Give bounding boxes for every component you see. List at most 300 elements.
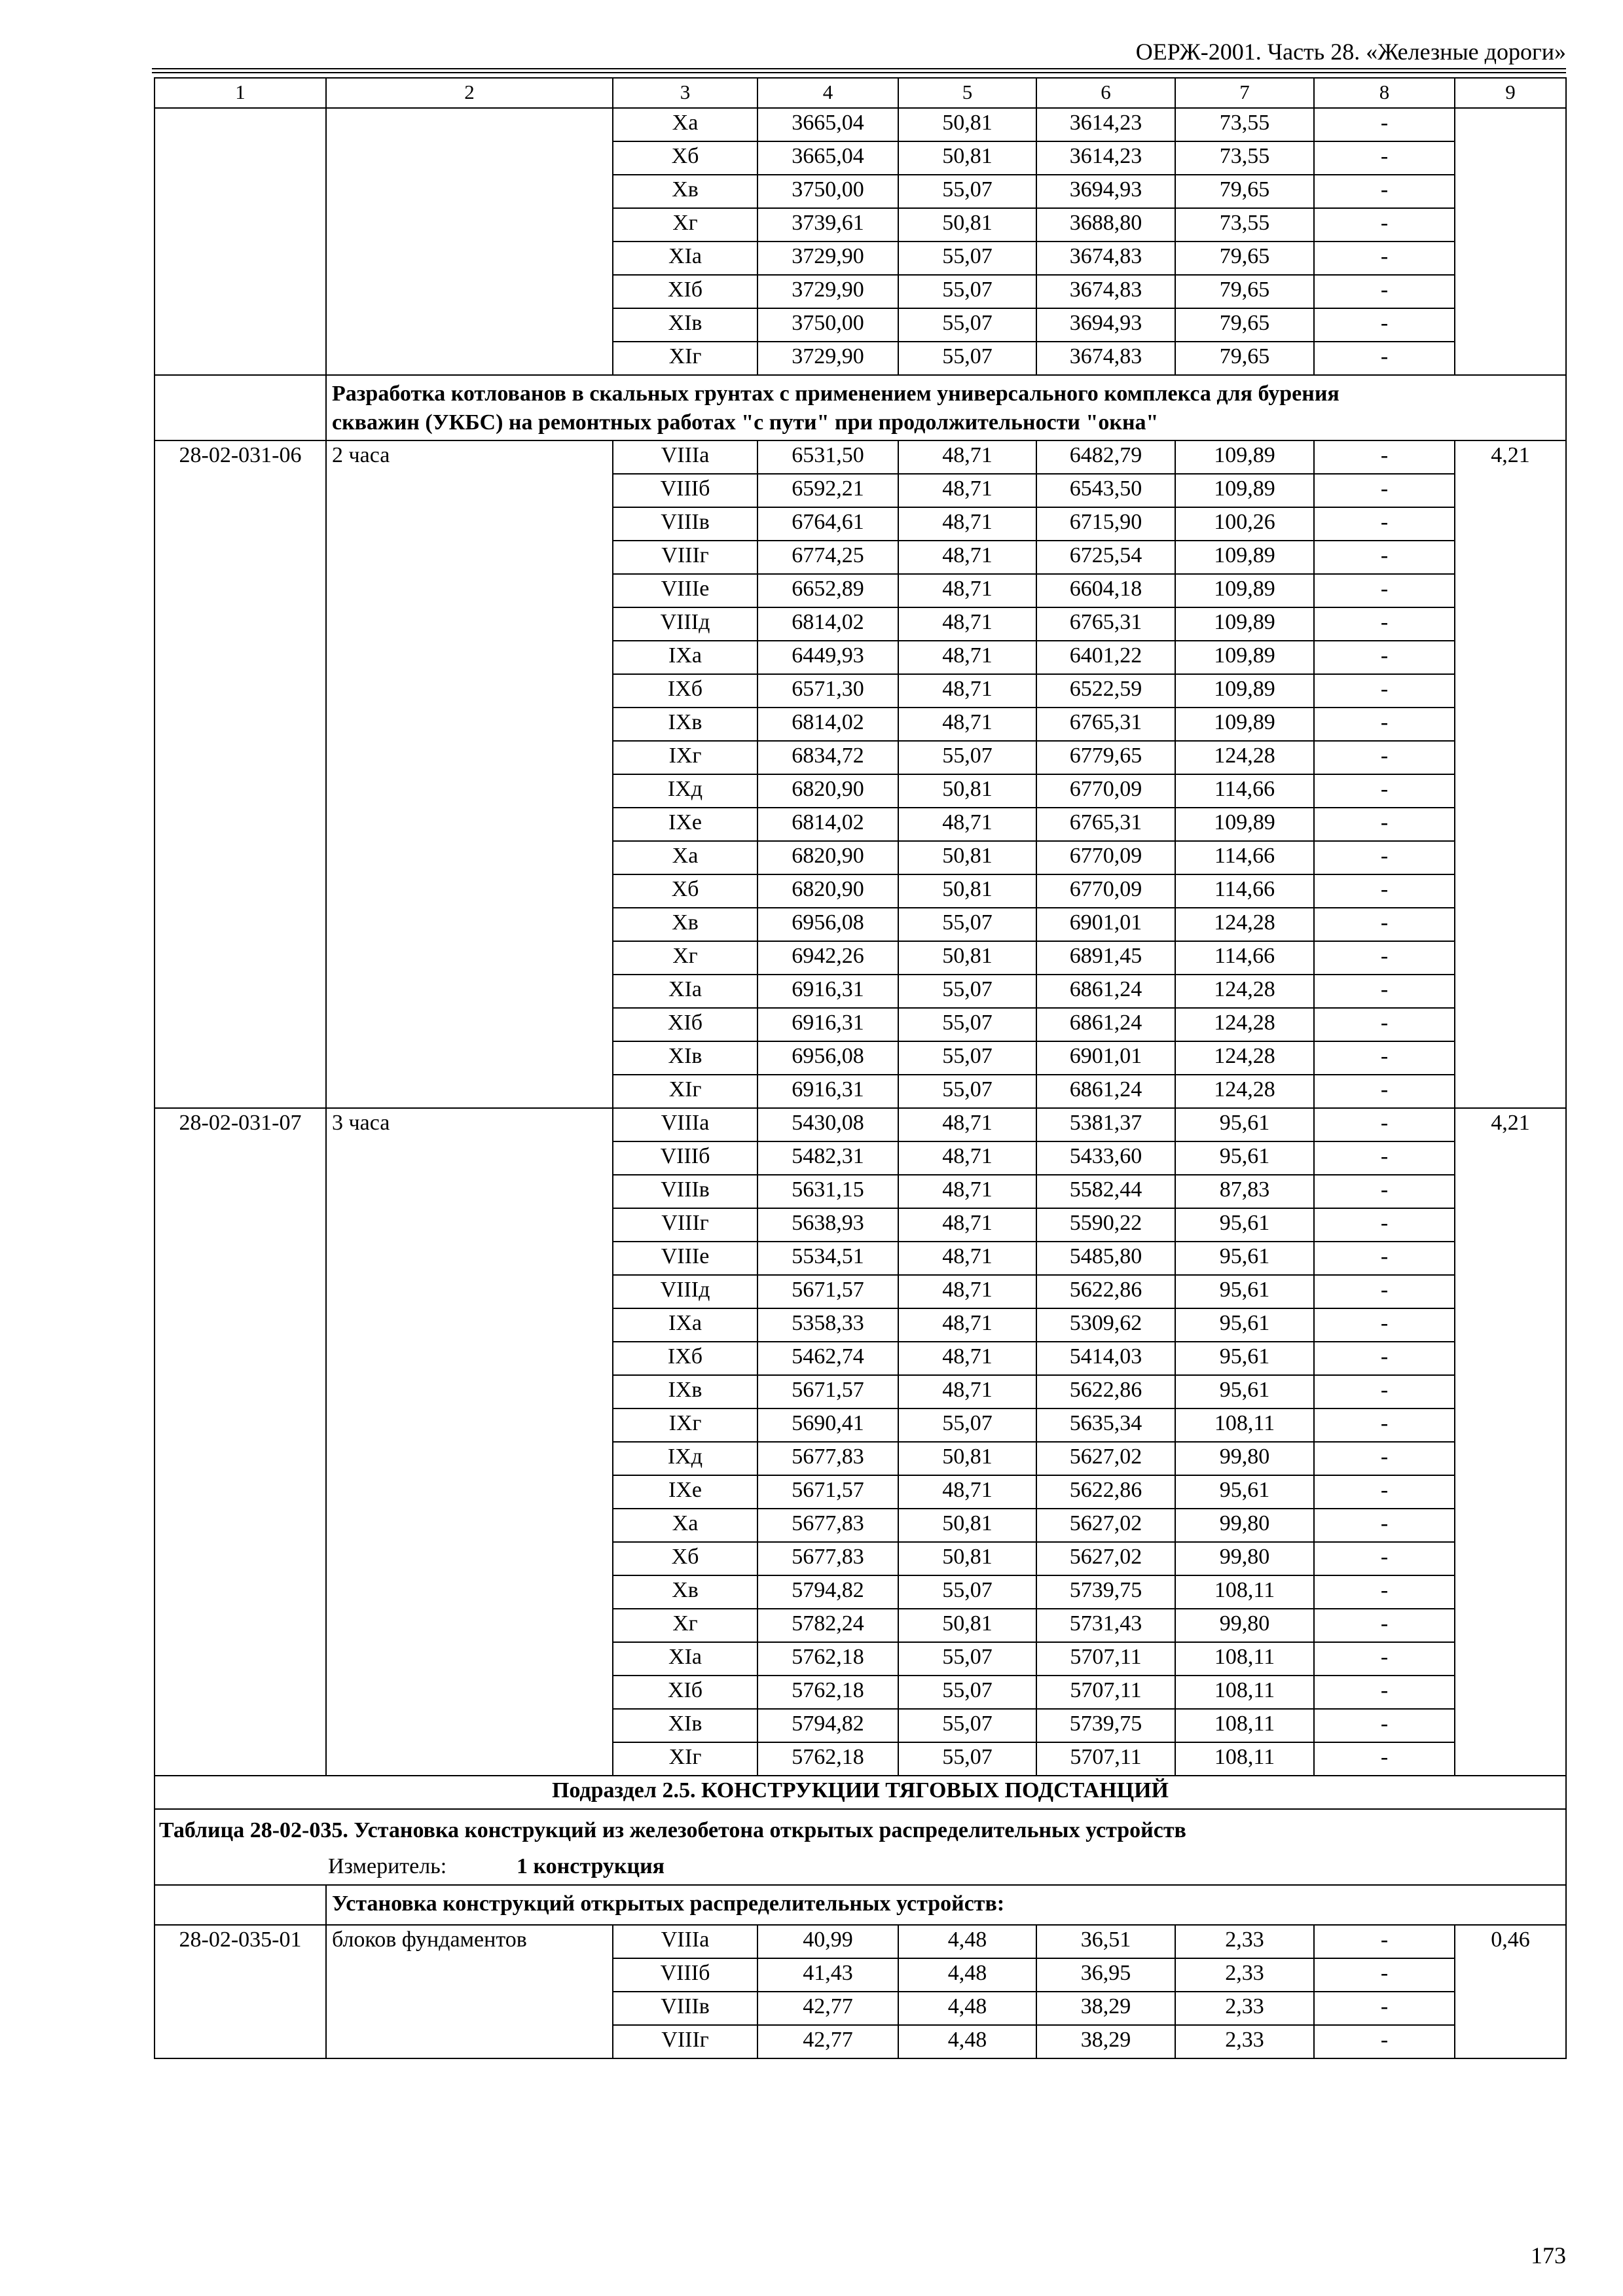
- materials-cell: -: [1314, 1041, 1455, 1075]
- direct-cost-cell: 40,99: [757, 1925, 898, 1958]
- machinist-wages-cell: 114,66: [1175, 774, 1314, 808]
- name-cell: 3 часа: [326, 1108, 613, 1141]
- zone-cell: VIIIб: [613, 474, 757, 507]
- table-row: [155, 1442, 1566, 1475]
- direct-cost-cell: 5794,82: [757, 1575, 898, 1609]
- coefficient-cell: 4,21: [1455, 1108, 1566, 1141]
- zone-cell: IXе: [613, 1475, 757, 1509]
- unit-row: [155, 1852, 1566, 1885]
- machinist-wages-cell: 79,65: [1175, 175, 1314, 208]
- machines-cell: 6891,45: [1036, 941, 1175, 975]
- table-row: [155, 1609, 1566, 1642]
- code-cell: [155, 1542, 326, 1575]
- name-cell: [326, 1275, 613, 1308]
- code-cell: [155, 242, 326, 275]
- code-cell: [155, 308, 326, 342]
- materials-cell: -: [1314, 1509, 1455, 1542]
- materials-cell: -: [1314, 1242, 1455, 1275]
- code-cell: [155, 342, 326, 375]
- name-cell: [326, 108, 613, 141]
- code-cell: [155, 141, 326, 175]
- direct-cost-cell: 42,77: [757, 1992, 898, 2025]
- machinist-wages-cell: 108,11: [1175, 1676, 1314, 1709]
- machinist-wages-cell: 95,61: [1175, 1275, 1314, 1308]
- coefficient-cell: [1455, 1308, 1566, 1342]
- name-cell: [326, 242, 613, 275]
- subsection-row: [155, 1776, 1566, 1809]
- zone-cell: Xг: [613, 1609, 757, 1642]
- name-cell: [326, 1509, 613, 1542]
- machines-cell: 6765,31: [1036, 808, 1175, 841]
- page-header: ОЕРЖ-2001. Часть 28. «Железные дороги»: [1135, 39, 1566, 65]
- table-row: [155, 1509, 1566, 1542]
- machinist-wages-cell: 100,26: [1175, 507, 1314, 541]
- materials-cell: -: [1314, 741, 1455, 774]
- wages-cell: 48,71: [898, 507, 1036, 541]
- wages-cell: 55,07: [898, 1408, 1036, 1442]
- coefficient-cell: [1455, 1742, 1566, 1776]
- machinist-wages-cell: 95,61: [1175, 1108, 1314, 1141]
- code-cell: [155, 1642, 326, 1676]
- zone-cell: Xг: [613, 208, 757, 242]
- machinist-wages-cell: 124,28: [1175, 741, 1314, 774]
- code-cell: [155, 1075, 326, 1108]
- direct-cost-cell: 6916,31: [757, 975, 898, 1008]
- machinist-wages-cell: 73,55: [1175, 108, 1314, 141]
- coefficient-cell: [1455, 1275, 1566, 1308]
- materials-cell: -: [1314, 242, 1455, 275]
- name-cell: [326, 1141, 613, 1175]
- table-row: [155, 941, 1566, 975]
- name-cell: [326, 741, 613, 774]
- materials-cell: -: [1314, 208, 1455, 242]
- machines-cell: 6861,24: [1036, 1008, 1175, 1041]
- materials-cell: -: [1314, 1008, 1455, 1041]
- zone-cell: XIа: [613, 1642, 757, 1676]
- machines-cell: 6861,24: [1036, 975, 1175, 1008]
- coefficient-cell: [1455, 1992, 1566, 2025]
- code-cell: [155, 175, 326, 208]
- code-cell: [155, 841, 326, 874]
- code-cell: [155, 708, 326, 741]
- wages-cell: 50,81: [898, 1442, 1036, 1475]
- machinist-wages-cell: 2,33: [1175, 1992, 1314, 2025]
- zone-cell: IXе: [613, 808, 757, 841]
- wages-cell: 55,07: [898, 1709, 1036, 1742]
- coefficient-cell: [1455, 141, 1566, 175]
- machines-cell: 6770,09: [1036, 874, 1175, 908]
- zone-cell: VIIIб: [613, 1958, 757, 1992]
- zone-cell: XIв: [613, 1709, 757, 1742]
- wages-cell: 48,71: [898, 474, 1036, 507]
- zone-cell: IXг: [613, 1408, 757, 1442]
- coefficient-cell: [1455, 1141, 1566, 1175]
- zone-cell: XIг: [613, 342, 757, 375]
- coefficient-cell: [1455, 741, 1566, 774]
- machines-cell: 3674,83: [1036, 242, 1175, 275]
- wages-cell: 48,71: [898, 1208, 1036, 1242]
- materials-cell: -: [1314, 175, 1455, 208]
- name-cell: [326, 1242, 613, 1275]
- wages-cell: 48,71: [898, 708, 1036, 741]
- table-row: [155, 1542, 1566, 1575]
- materials-cell: -: [1314, 1925, 1455, 1958]
- name-cell: блоков фундаментов: [326, 1925, 613, 1958]
- name-cell: [326, 908, 613, 941]
- wages-cell: 55,07: [898, 1575, 1036, 1609]
- materials-cell: -: [1314, 1141, 1455, 1175]
- materials-cell: -: [1314, 975, 1455, 1008]
- zone-cell: XIа: [613, 242, 757, 275]
- materials-cell: -: [1314, 1342, 1455, 1375]
- machines-cell: 5627,02: [1036, 1509, 1175, 1542]
- machinist-wages-cell: 87,83: [1175, 1175, 1314, 1208]
- section-heading-line: скважин (УКБС) на ремонтных работах "с пути" при продолжительности "окна": [332, 410, 1159, 435]
- wages-cell: 55,07: [898, 1041, 1036, 1075]
- machinist-wages-cell: 79,65: [1175, 242, 1314, 275]
- name-cell: [326, 141, 613, 175]
- zone-cell: XIг: [613, 1075, 757, 1108]
- machines-cell: 5635,34: [1036, 1408, 1175, 1442]
- materials-cell: -: [1314, 674, 1455, 708]
- zone-cell: IXв: [613, 1375, 757, 1408]
- name-cell: [326, 275, 613, 308]
- materials-cell: -: [1314, 708, 1455, 741]
- table-row: [155, 1742, 1566, 1776]
- materials-cell: -: [1314, 308, 1455, 342]
- coefficient-cell: [1455, 1542, 1566, 1575]
- machinist-wages-cell: 79,65: [1175, 342, 1314, 375]
- direct-cost-cell: 6571,30: [757, 674, 898, 708]
- code-cell: [155, 641, 326, 674]
- materials-cell: -: [1314, 1742, 1455, 1776]
- machines-cell: 6901,01: [1036, 908, 1175, 941]
- code-cell: [155, 574, 326, 607]
- code-cell: [155, 1141, 326, 1175]
- zone-cell: Xб: [613, 141, 757, 175]
- coefficient-cell: [1455, 607, 1566, 641]
- name-cell: [326, 1408, 613, 1442]
- wages-cell: 50,81: [898, 941, 1036, 975]
- materials-cell: -: [1314, 275, 1455, 308]
- coefficient-cell: [1455, 1242, 1566, 1275]
- wages-cell: 48,71: [898, 541, 1036, 574]
- section-heading-row: [155, 375, 1566, 440]
- direct-cost-cell: 6834,72: [757, 741, 898, 774]
- machines-cell: 6779,65: [1036, 741, 1175, 774]
- coefficient-cell: [1455, 2025, 1566, 2058]
- coefficient-cell: [1455, 208, 1566, 242]
- zone-cell: VIIIа: [613, 1108, 757, 1141]
- code-cell: [155, 1208, 326, 1242]
- wages-cell: 55,07: [898, 242, 1036, 275]
- code-cell: [155, 1242, 326, 1275]
- coefficient-cell: [1455, 1375, 1566, 1408]
- name-cell: [326, 2025, 613, 2058]
- coefficient-cell: [1455, 108, 1566, 141]
- code-cell: [155, 1509, 326, 1542]
- section-heading-line: Установка конструкций открытых распределительных устройств:: [332, 1892, 1005, 1916]
- materials-cell: -: [1314, 2025, 1455, 2058]
- machinist-wages-cell: 124,28: [1175, 1041, 1314, 1075]
- wages-cell: 55,07: [898, 342, 1036, 375]
- direct-cost-cell: 5482,31: [757, 1141, 898, 1175]
- table-row: [155, 1008, 1566, 1041]
- coefficient-cell: [1455, 242, 1566, 275]
- code-cell: [155, 1575, 326, 1609]
- table-row: [155, 708, 1566, 741]
- wages-cell: 55,07: [898, 175, 1036, 208]
- wages-cell: 55,07: [898, 308, 1036, 342]
- zone-cell: VIIIг: [613, 541, 757, 574]
- direct-cost-cell: 5794,82: [757, 1709, 898, 1742]
- table-row: [155, 607, 1566, 641]
- coefficient-cell: [1455, 975, 1566, 1008]
- name-cell: 2 часа: [326, 440, 613, 474]
- table-row: [155, 1108, 1566, 1141]
- machines-cell: 3674,83: [1036, 275, 1175, 308]
- machinist-wages-cell: 79,65: [1175, 308, 1314, 342]
- materials-cell: -: [1314, 874, 1455, 908]
- coefficient-cell: [1455, 574, 1566, 607]
- table-row: [155, 507, 1566, 541]
- machinist-wages-cell: 73,55: [1175, 208, 1314, 242]
- zone-cell: IXб: [613, 674, 757, 708]
- code-cell: [155, 1275, 326, 1308]
- column-number: 2: [326, 78, 613, 108]
- materials-cell: -: [1314, 908, 1455, 941]
- machines-cell: 3614,23: [1036, 108, 1175, 141]
- coefficient-cell: [1455, 1475, 1566, 1509]
- machinist-wages-cell: 108,11: [1175, 1642, 1314, 1676]
- direct-cost-cell: 3665,04: [757, 108, 898, 141]
- section-heading-row: [155, 1885, 1566, 1925]
- coefficient-cell: [1455, 1342, 1566, 1375]
- zone-cell: Xб: [613, 874, 757, 908]
- table-row: [155, 808, 1566, 841]
- code-cell: 28-02-035-01: [155, 1925, 326, 1958]
- wages-cell: 50,81: [898, 208, 1036, 242]
- coefficient-cell: [1455, 1175, 1566, 1208]
- wages-cell: 48,71: [898, 1275, 1036, 1308]
- wages-cell: 48,71: [898, 607, 1036, 641]
- coefficient-cell: [1455, 474, 1566, 507]
- section-heading: [326, 1885, 1566, 1925]
- materials-cell: -: [1314, 1108, 1455, 1141]
- name-cell: [326, 342, 613, 375]
- materials-cell: -: [1314, 1208, 1455, 1242]
- zone-cell: Xa: [613, 1509, 757, 1542]
- wages-cell: 4,48: [898, 1925, 1036, 1958]
- direct-cost-cell: 6956,08: [757, 1041, 898, 1075]
- zone-cell: VIIIг: [613, 2025, 757, 2058]
- name-cell: [326, 1992, 613, 2025]
- name-cell: [326, 674, 613, 708]
- name-cell: [326, 1609, 613, 1642]
- machinist-wages-cell: 73,55: [1175, 141, 1314, 175]
- zone-cell: IXа: [613, 641, 757, 674]
- materials-cell: -: [1314, 507, 1455, 541]
- machines-cell: 6861,24: [1036, 1075, 1175, 1108]
- direct-cost-cell: 6652,89: [757, 574, 898, 607]
- machines-cell: 5485,80: [1036, 1242, 1175, 1275]
- direct-cost-cell: 6956,08: [757, 908, 898, 941]
- machinist-wages-cell: 108,11: [1175, 1742, 1314, 1776]
- coefficient-cell: [1455, 507, 1566, 541]
- code-cell: [155, 1475, 326, 1509]
- column-number: 1: [155, 78, 326, 108]
- direct-cost-cell: 5358,33: [757, 1308, 898, 1342]
- wages-cell: 48,71: [898, 808, 1036, 841]
- direct-cost-cell: 3665,04: [757, 141, 898, 175]
- column-number: 5: [898, 78, 1036, 108]
- zone-cell: VIIIе: [613, 574, 757, 607]
- direct-cost-cell: 5638,93: [757, 1208, 898, 1242]
- machinist-wages-cell: 99,80: [1175, 1542, 1314, 1575]
- materials-cell: -: [1314, 1676, 1455, 1709]
- table-row: [155, 1308, 1566, 1342]
- materials-cell: -: [1314, 1958, 1455, 1992]
- materials-cell: -: [1314, 841, 1455, 874]
- name-cell: [326, 308, 613, 342]
- materials-cell: -: [1314, 342, 1455, 375]
- zone-cell: XIб: [613, 1676, 757, 1709]
- name-cell: [326, 1308, 613, 1342]
- table-row: [155, 975, 1566, 1008]
- code-cell: 28-02-031-06: [155, 440, 326, 474]
- table-row: [155, 275, 1566, 308]
- machinist-wages-cell: 108,11: [1175, 1408, 1314, 1442]
- zone-cell: IXд: [613, 1442, 757, 1475]
- materials-cell: -: [1314, 1609, 1455, 1642]
- coefficient-cell: [1455, 1008, 1566, 1041]
- machines-cell: 6901,01: [1036, 1041, 1175, 1075]
- name-cell: [326, 1958, 613, 1992]
- coefficient-cell: [1455, 674, 1566, 708]
- table-row: [155, 1175, 1566, 1208]
- wages-cell: 48,71: [898, 440, 1036, 474]
- column-number: 4: [757, 78, 898, 108]
- coefficient-cell: [1455, 1958, 1566, 1992]
- name-cell: [326, 808, 613, 841]
- code-cell: 28-02-031-07: [155, 1108, 326, 1141]
- machines-cell: 6401,22: [1036, 641, 1175, 674]
- machinist-wages-cell: 109,89: [1175, 674, 1314, 708]
- table-row: [155, 574, 1566, 607]
- code-cell: [155, 1375, 326, 1408]
- materials-cell: -: [1314, 574, 1455, 607]
- wages-cell: 55,07: [898, 275, 1036, 308]
- direct-cost-cell: 6814,02: [757, 607, 898, 641]
- zone-cell: VIIIа: [613, 1925, 757, 1958]
- direct-cost-cell: 6774,25: [757, 541, 898, 574]
- machines-cell: 6715,90: [1036, 507, 1175, 541]
- machines-cell: 5622,86: [1036, 1475, 1175, 1509]
- direct-cost-cell: 5462,74: [757, 1342, 898, 1375]
- name-cell: [326, 574, 613, 607]
- table-row: [155, 1642, 1566, 1676]
- direct-cost-cell: 3729,90: [757, 275, 898, 308]
- wages-cell: 50,81: [898, 1609, 1036, 1642]
- wages-cell: 48,71: [898, 1475, 1036, 1509]
- header-rule: [152, 68, 1566, 69]
- machinist-wages-cell: 109,89: [1175, 641, 1314, 674]
- materials-cell: -: [1314, 1308, 1455, 1342]
- machines-cell: 5590,22: [1036, 1208, 1175, 1242]
- code-cell: [155, 1041, 326, 1075]
- machines-cell: 3688,80: [1036, 208, 1175, 242]
- coefficient-cell: [1455, 1509, 1566, 1542]
- table-row: [155, 2025, 1566, 2058]
- direct-cost-cell: 5671,57: [757, 1375, 898, 1408]
- zone-cell: VIIIг: [613, 1208, 757, 1242]
- direct-cost-cell: 5690,41: [757, 1408, 898, 1442]
- wages-cell: 55,07: [898, 1676, 1036, 1709]
- machines-cell: 36,51: [1036, 1925, 1175, 1958]
- header-rule: [152, 72, 1566, 73]
- machinist-wages-cell: 95,61: [1175, 1308, 1314, 1342]
- materials-cell: -: [1314, 1075, 1455, 1108]
- name-cell: [326, 607, 613, 641]
- name-cell: [326, 1642, 613, 1676]
- machines-cell: 5582,44: [1036, 1175, 1175, 1208]
- direct-cost-cell: 6820,90: [757, 841, 898, 874]
- code-cell: [155, 941, 326, 975]
- code-cell: [155, 774, 326, 808]
- code-cell: [155, 808, 326, 841]
- coefficient-cell: [1455, 908, 1566, 941]
- name-cell: [326, 1575, 613, 1609]
- machines-cell: 3694,93: [1036, 175, 1175, 208]
- machines-cell: 5627,02: [1036, 1542, 1175, 1575]
- name-cell: [326, 1208, 613, 1242]
- code-cell: [155, 741, 326, 774]
- code-cell: [155, 507, 326, 541]
- zone-cell: XIг: [613, 1742, 757, 1776]
- table-row: [155, 1275, 1566, 1308]
- materials-cell: -: [1314, 1475, 1455, 1509]
- zone-cell: IXб: [613, 1342, 757, 1375]
- table-title-row: [155, 1809, 1566, 1852]
- wages-cell: 55,07: [898, 908, 1036, 941]
- table-row: [155, 175, 1566, 208]
- machines-cell: 5731,43: [1036, 1609, 1175, 1642]
- name-cell: [326, 1375, 613, 1408]
- code-cell: [155, 1442, 326, 1475]
- zone-cell: Xa: [613, 841, 757, 874]
- table-row: [155, 1709, 1566, 1742]
- table-row: [155, 874, 1566, 908]
- table-row: [155, 1342, 1566, 1375]
- machinist-wages-cell: 95,61: [1175, 1475, 1314, 1509]
- name-cell: [326, 1742, 613, 1776]
- direct-cost-cell: 5677,83: [757, 1542, 898, 1575]
- machinist-wages-cell: 2,33: [1175, 1925, 1314, 1958]
- wages-cell: 48,71: [898, 674, 1036, 708]
- unit-label: Измеритель:: [328, 1854, 447, 1878]
- wages-cell: 48,71: [898, 1342, 1036, 1375]
- name-cell: [326, 874, 613, 908]
- table-row: [155, 108, 1566, 141]
- name-cell: [326, 1442, 613, 1475]
- machines-cell: 6522,59: [1036, 674, 1175, 708]
- machinist-wages-cell: 109,89: [1175, 574, 1314, 607]
- machinist-wages-cell: 2,33: [1175, 2025, 1314, 2058]
- coefficient-cell: [1455, 1442, 1566, 1475]
- table-row: [155, 308, 1566, 342]
- table-row: [155, 774, 1566, 808]
- coefficient-cell: [1455, 1642, 1566, 1676]
